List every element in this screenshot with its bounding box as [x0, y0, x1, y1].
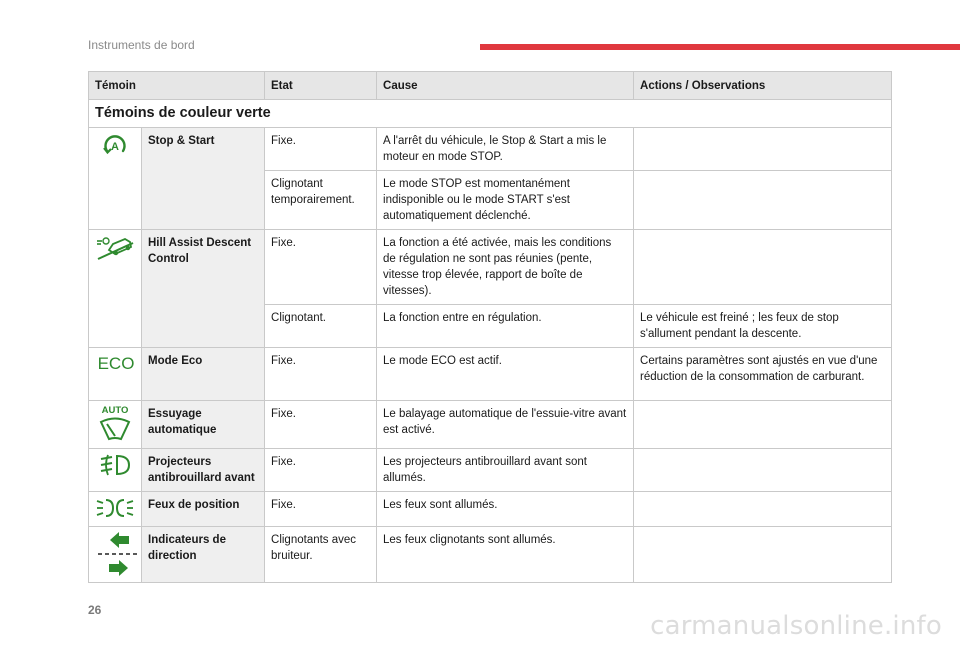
- cell-etat: Clignotant temporairement.: [265, 171, 377, 230]
- stop-start-icon: [95, 133, 135, 157]
- cell-cause: La fonction a été activée, mais les conditions de régulation ne sont pas réunies (pente, vitesse trop élevée, rapport de boîte de vitesses).: [377, 230, 634, 305]
- section-label: Témoins de couleur verte: [89, 100, 892, 128]
- row-label: Hill Assist Descent Control: [142, 230, 265, 348]
- cell-etat: Fixe.: [265, 230, 377, 305]
- cell-actions: [634, 401, 892, 449]
- cell-cause: La fonction entre en régulation.: [377, 305, 634, 348]
- section-header-title: Instruments de bord: [88, 38, 195, 52]
- column-header-temoin: Témoin: [89, 72, 265, 100]
- row-label: Mode Eco: [142, 348, 265, 401]
- table-row: [89, 128, 892, 171]
- cell-etat: Fixe.: [265, 492, 377, 527]
- position-lights-icon: [95, 497, 135, 519]
- table-row: [89, 348, 892, 401]
- auto-wiper-icon: [95, 403, 135, 443]
- page-number: 26: [88, 603, 102, 617]
- cell-cause: A l'arrêt du véhicule, le Stop & Start a mis le moteur en mode STOP.: [377, 128, 634, 171]
- cell-cause: Les projecteurs antibrouillard avant sont allumés.: [377, 449, 634, 492]
- icon-cell: [89, 492, 142, 527]
- turn-signal-icon: [95, 531, 135, 577]
- table-row: [89, 230, 892, 305]
- warning-lights-table: [88, 71, 892, 583]
- cell-actions: Le véhicule est freiné ; les feux de stop s'allument pendant la descente.: [634, 305, 892, 348]
- svg-text:A: A: [111, 141, 119, 153]
- table-header-row: [89, 72, 892, 100]
- table-row: [89, 449, 892, 492]
- column-header-cause: Cause: [377, 72, 634, 100]
- cell-etat: Clignotant.: [265, 305, 377, 348]
- watermark-text: carmanualsonline.info: [650, 611, 942, 641]
- cell-cause: Le mode STOP est momentanément indisponible ou le mode START s'est automatiquement déclenché.: [377, 171, 634, 230]
- auto-wiper-icon-text: AUTO: [101, 405, 129, 416]
- table-row: [89, 527, 892, 583]
- cell-cause: Les feux sont allumés.: [377, 492, 634, 527]
- row-label: Feux de position: [142, 492, 265, 527]
- cell-etat: Fixe.: [265, 401, 377, 449]
- icon-cell: [89, 230, 142, 348]
- cell-actions: [634, 171, 892, 230]
- cell-actions: [634, 230, 892, 305]
- column-header-etat: Etat: [265, 72, 377, 100]
- header-accent-bar: [480, 44, 960, 50]
- cell-cause: Les feux clignotants sont allumés.: [377, 527, 634, 583]
- cell-actions: Certains paramètres sont ajustés en vue d'une réduction de la consommation de carburant.: [634, 348, 892, 401]
- cell-etat: Clignotants avec bruiteur.: [265, 527, 377, 583]
- table-row: [89, 401, 892, 449]
- row-label: Stop & Start: [142, 128, 265, 230]
- cell-actions: [634, 492, 892, 527]
- column-header-actions: Actions / Observations: [634, 72, 892, 100]
- cell-actions: [634, 527, 892, 583]
- cell-actions: [634, 128, 892, 171]
- icon-cell: [89, 128, 142, 230]
- eco-icon: [95, 353, 135, 373]
- icon-cell: [89, 527, 142, 583]
- cell-cause: Le balayage automatique de l'essuie-vitre avant est activé.: [377, 401, 634, 449]
- icon-cell: [89, 348, 142, 401]
- cell-etat: Fixe.: [265, 348, 377, 401]
- cell-etat: Fixe.: [265, 449, 377, 492]
- table-row: [89, 492, 892, 527]
- row-label: Essuyage automatique: [142, 401, 265, 449]
- icon-cell: [89, 401, 142, 449]
- hill-descent-icon: [95, 235, 135, 261]
- row-label: Projecteurs antibrouillard avant: [142, 449, 265, 492]
- cell-actions: [634, 449, 892, 492]
- front-fog-light-icon: [95, 453, 135, 477]
- cell-etat: Fixe.: [265, 128, 377, 171]
- cell-cause: Le mode ECO est actif.: [377, 348, 634, 401]
- eco-icon-text: ECO: [97, 354, 135, 373]
- icon-cell: [89, 449, 142, 492]
- row-label: Indicateurs de direction: [142, 527, 265, 583]
